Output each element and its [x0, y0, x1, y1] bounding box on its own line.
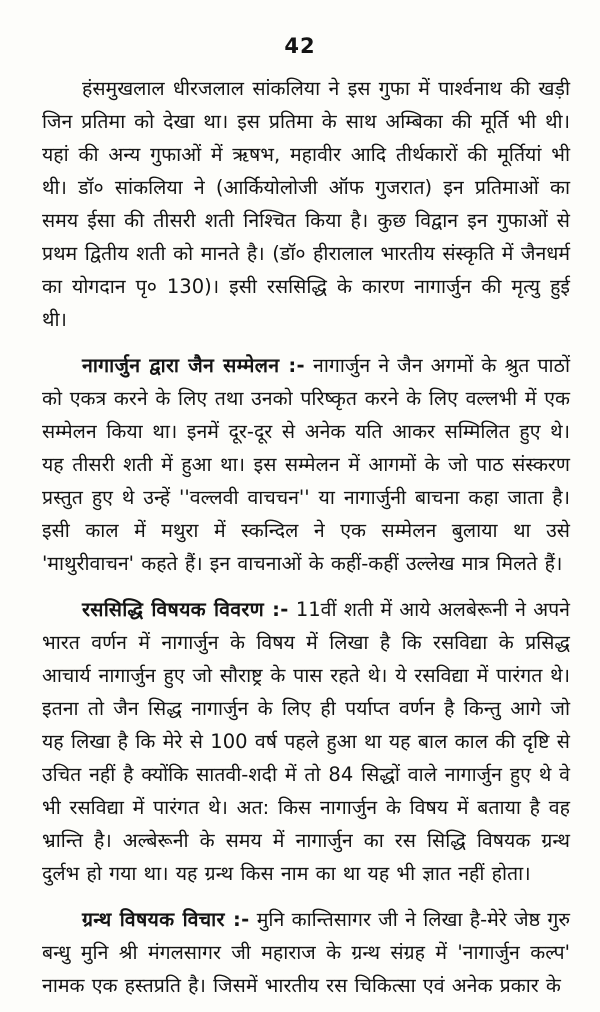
- paragraph-body: मुनि कान्तिसागर जी ने लिखा है-मेरे जेष्ठ गुरु बन्धु मुनि श्री मंगलसागर जी महाराज के ग्रन्थ संग्रह में 'नागार्जुन कल्प' नामक एक हस्तप्रति है। जिसमें भारतीय रस चिकित्सा एवं अनेक प्रकार के: [42, 908, 570, 997]
- paragraph-sankalia-caves: [42, 72, 570, 336]
- paragraph-rassiddhi-vivaran: [42, 593, 570, 890]
- paragraph-jain-sammelan: [42, 349, 570, 580]
- paragraph-granth-vichar: [42, 903, 570, 1002]
- page-content: [0, 58, 600, 1002]
- paragraph-body: 11वीं शती में आये अलबेरूनी ने अपने भारत वर्णन में नागार्जुन के विषय में लिखा है कि रसविद्या के प्रसिद्ध आचार्य नागार्जुन हुए जो सौराष्ट्र के पास रहते थे। ये रसविद्या में पारंगत थे। इतना तो जैन सिद्ध नागार्जुन के लिए ही पर्याप्त वर्णन है किन्तु आगे जो यह लिखा है कि मेरे से 100 वर्ष पहले हुआ था यह बाल काल की दृष्टि से उचित नहीं है क्योंकि सातवी-शदी में तो 84 सिद्धों वाले नागार्जुन हुए थे वे भी रसविद्या में पारंगत थे। अत: किस नागार्जुन के विषय में बताया है वह भ्रान्ति है। अल्बेरूनी के समय में नागार्जुन का रस सिद्धि विषयक ग्रन्थ दुर्लभ हो गया था। यह ग्रन्थ किस नाम का था यह भी ज्ञात नहीं होता।: [42, 598, 570, 885]
- section-heading-granth-vichar: ग्रन्थ विषयक विचार :-: [82, 908, 250, 931]
- paragraph-body: नागार्जुन ने जैन अगमों के श्रुत पाठों को एकत्र करने के लिए तथा उनको परिष्कृत करने के लिए वल्लभी में एक सम्मेलन किया था। इनमें दूर-दूर से अनेक यति आकर सम्मिलित हुए थे। यह तीसरी शती में हुआ था। इस सम्मेलन में आगमों के जो पाठ संस्करण प्रस्तुत हुए थे उन्हें ''वल्लवी वाचचन'' या नागार्जुनी बाचना कहा जाता है। इसी काल में मथुरा में स्कन्दिल ने एक सम्मेलन बुलाया था उसे 'माथुरीवाचन' कहते हैं। इन वाचनाओं के कहीं-कहीं उल्लेख मात्र मिलते हैं।: [42, 354, 570, 575]
- paragraph-body: हंसमुखलाल धीरजलाल सांकलिया ने इस गुफा में पार्श्वनाथ की खड़ी जिन प्रतिमा को देखा था। इस प्रतिमा के साथ अम्बिका की मूर्ति भी थी। यहां की अन्य गुफाओं में ऋषभ, महावीर आदि तीर्थकारों की मूर्तियां भी थी। डॉ० सांकलिया ने (आर्कियोलोजी ऑफ गुजरात) इन प्रतिमाओं का समय ईसा की तीसरी शती निश्चित किया है। कुछ विद्वान इन गुफाओं से प्रथम द्वितीय शती को मानते है। (डॉ० हीरालाल भारतीय संस्कृति में जैनधर्म का योगदान पृ० 130)। इसी रससिद्धि के कारण नागार्जुन की मृत्यु हुई थी।: [42, 77, 570, 331]
- section-heading-jain-sammelan: नागार्जुन द्वारा जैन सम्मेलन :-: [82, 354, 305, 377]
- section-heading-rassiddhi-vivaran: रससिद्धि विषयक विवरण :-: [82, 598, 289, 621]
- page-number: 42: [284, 34, 316, 58]
